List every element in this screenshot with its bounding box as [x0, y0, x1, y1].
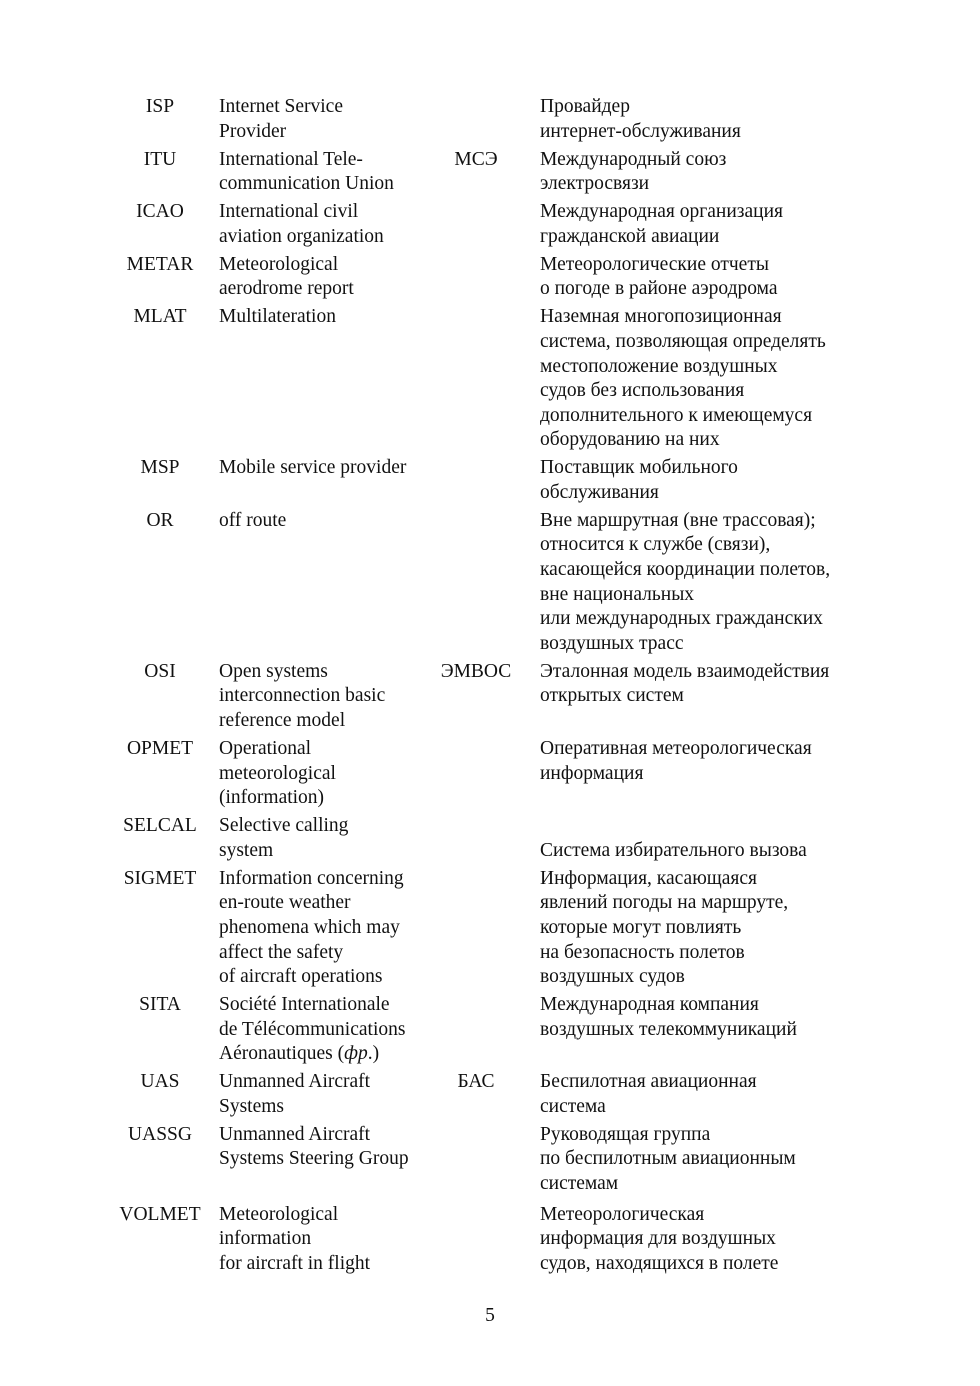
english-term-line: system — [219, 839, 274, 861]
english-term-line: Meteorological — [219, 253, 339, 275]
abbreviation: MLAT — [133, 306, 187, 328]
english-term — [207, 253, 427, 302]
table-row — [113, 737, 873, 811]
english-term — [207, 95, 427, 144]
abbreviation: OPMET — [126, 737, 194, 759]
english-term — [207, 148, 427, 197]
abbreviation: SELCAL — [123, 815, 197, 837]
english-term-line: Systems — [219, 1095, 285, 1117]
abbreviation: METAR — [126, 253, 194, 275]
russian-term — [525, 814, 860, 863]
russian-term-line: местоположение воздушных — [540, 355, 778, 377]
english-term — [207, 660, 427, 734]
english-term-line: affect the safety — [219, 941, 344, 963]
russian-term-line: судов без использования — [540, 380, 745, 402]
russian-term — [525, 737, 860, 786]
english-term-line: Aéronautiques (фр.) — [219, 1043, 380, 1065]
table-row — [113, 867, 873, 990]
russian-term-line: интернет-обслуживания — [540, 120, 741, 142]
russian-term-line: относится к службе (связи), — [540, 534, 771, 556]
english-term — [207, 867, 427, 990]
russian-term-line: гражданской авиации — [540, 225, 720, 247]
english-term-line: Société Internationale — [219, 994, 390, 1016]
table-row — [113, 814, 873, 863]
table-row — [113, 253, 873, 302]
russian-term — [525, 200, 860, 249]
english-term-line: Unmanned Aircraft — [219, 1123, 371, 1145]
russian-term — [525, 95, 860, 144]
russian-term-line: явлений погоды на маршруте, — [540, 892, 789, 914]
abbreviation: OSI — [144, 660, 176, 682]
abbreviation: ISP — [145, 96, 175, 117]
russian-term-line: информация — [540, 762, 644, 784]
abbreviation: VOLMET — [119, 1203, 201, 1225]
russian-term — [525, 456, 860, 505]
english-term-line: for aircraft in flight — [219, 1252, 371, 1274]
english-term-line: information — [219, 1228, 312, 1250]
table-row — [113, 305, 873, 453]
english-term-line: off route — [219, 509, 287, 531]
russian-term-line: Вне маршрутная (вне трассовая); — [540, 509, 816, 531]
russian-term — [525, 305, 860, 453]
abbreviation-table — [113, 95, 873, 1280]
russian-term-line: которые могут повлиять — [540, 916, 742, 938]
russian-term — [525, 509, 860, 657]
english-term-line: International civil — [219, 201, 359, 223]
russian-term-line: Метеорологические отчеты — [540, 253, 769, 275]
russian-term-line: Метеорологическая — [540, 1203, 705, 1225]
english-term-line: en-route weather — [219, 892, 351, 914]
russian-term-line: система — [540, 1095, 606, 1117]
english-term-line: communication Union — [219, 173, 394, 195]
russian-term-line: Эталонная модель взаимодействия — [540, 660, 830, 682]
abbreviation: SITA — [139, 994, 181, 1016]
english-term — [207, 993, 427, 1067]
abbreviation: ITU — [143, 148, 177, 170]
table-row — [113, 993, 873, 1067]
russian-term-line: воздушных трасс — [540, 632, 684, 654]
table-row — [113, 660, 873, 734]
russian-term-line: Руководящая группа — [540, 1123, 711, 1145]
english-term — [207, 737, 427, 811]
abbreviation: SIGMET — [123, 867, 197, 889]
english-term-line: aviation organization — [219, 225, 384, 247]
english-term-line: Open systems — [219, 660, 328, 682]
english-term-line: de Télécommunications — [219, 1018, 406, 1040]
abbreviation: ICAO — [136, 201, 184, 223]
table-row — [113, 200, 873, 249]
russian-term-line: воздушных телекоммуникаций — [540, 1018, 797, 1040]
english-term-line: Selective calling — [219, 815, 349, 837]
russian-term — [525, 867, 860, 990]
russian-term-line — [540, 814, 860, 839]
russian-term-line: о погоде в районе аэродрома — [540, 278, 778, 300]
table-row — [113, 456, 873, 505]
english-term-line: Meteorological — [219, 1203, 339, 1225]
russian-term-line: дополнительного к имеющемуся — [540, 404, 813, 426]
english-term-line: Multilateration — [219, 306, 336, 328]
russian-term-line: Наземная многопозиционная — [540, 306, 782, 328]
abbreviation: UAS — [140, 1071, 180, 1093]
russian-term-line: Система избирательного вызова — [540, 839, 807, 861]
russian-term-line: оборудованию на них — [540, 429, 720, 451]
russian-term-line: Международная организация — [540, 201, 783, 223]
russian-term-line: на безопасность полетов — [540, 941, 745, 963]
abbreviation: UASSG — [128, 1123, 192, 1145]
english-term-line: of aircraft operations — [219, 966, 383, 988]
table-row — [113, 1123, 873, 1197]
russian-term-line: Провайдер — [540, 96, 630, 117]
english-term — [207, 1123, 427, 1172]
russian-term-line: Информация, касающаяся — [540, 867, 758, 889]
russian-term-line: Поставщик мобильного — [540, 457, 738, 479]
russian-term — [525, 1070, 860, 1119]
russian-term-line: воздушных судов — [540, 966, 685, 988]
russian-term — [525, 1203, 860, 1277]
russian-term-line: Международная компания — [540, 994, 759, 1016]
russian-term-line: судов, находящихся в полете — [540, 1252, 779, 1274]
english-term-line: Information concerning — [219, 867, 404, 889]
english-term — [207, 200, 427, 249]
english-term-line: Operational — [219, 737, 312, 759]
english-term-line: aerodrome report — [219, 278, 354, 300]
russian-abbreviation: ЭМВОС — [440, 660, 512, 682]
abbreviation: OR — [146, 509, 174, 531]
russian-term-line: системам — [540, 1173, 619, 1195]
english-term — [207, 456, 427, 481]
table-row — [113, 95, 873, 144]
russian-term-line: вне национальных — [540, 583, 695, 605]
english-term-line: Mobile service provider — [219, 457, 407, 479]
english-term-line: (information) — [219, 787, 325, 809]
russian-term-line: касающейся координации полетов, — [540, 559, 831, 581]
table-row — [113, 148, 873, 197]
english-term — [207, 1070, 427, 1119]
russian-term-line: Оперативная метеорологическая — [540, 737, 812, 759]
russian-term-line: обслуживания — [540, 481, 659, 503]
russian-term — [525, 993, 860, 1042]
english-term — [207, 814, 427, 863]
table-row — [113, 509, 873, 657]
russian-term-line: информация для воздушных — [540, 1228, 776, 1250]
english-term — [207, 509, 427, 534]
russian-term-line: система, позволяющая определять — [540, 330, 826, 352]
abbreviation: MSP — [140, 457, 180, 479]
english-term — [207, 305, 427, 330]
english-term-line: interconnection basic — [219, 685, 386, 707]
russian-term-line: открытых систем — [540, 685, 684, 707]
russian-term-line: электросвязи — [540, 173, 650, 195]
russian-term-line: по беспилотным авиационным — [540, 1148, 796, 1170]
russian-term-line: Международный союз — [540, 148, 727, 170]
english-term-line: meteorological — [219, 762, 336, 784]
page-number: 5 — [485, 1305, 495, 1326]
russian-term-line: Беспилотная авиационная — [540, 1071, 757, 1093]
english-term-line: International Tele- — [219, 148, 363, 170]
english-term-line: Unmanned Aircraft — [219, 1071, 371, 1093]
russian-abbreviation: МСЭ — [454, 148, 498, 170]
russian-term-line: или международных гражданских — [540, 608, 823, 630]
table-row — [113, 1070, 873, 1119]
russian-term — [525, 253, 860, 302]
english-term-line: Internet Service — [219, 96, 343, 117]
russian-term — [525, 1123, 860, 1197]
english-term-line: phenomena which may — [219, 916, 400, 938]
english-term — [207, 1203, 427, 1277]
english-term-line: reference model — [219, 709, 346, 731]
russian-term — [525, 148, 860, 197]
english-term-line: Systems Steering Group — [219, 1148, 409, 1170]
table-row — [113, 1203, 873, 1277]
english-term-line: Provider — [219, 120, 287, 142]
russian-abbreviation: БАС — [457, 1071, 495, 1093]
russian-term — [525, 660, 860, 709]
